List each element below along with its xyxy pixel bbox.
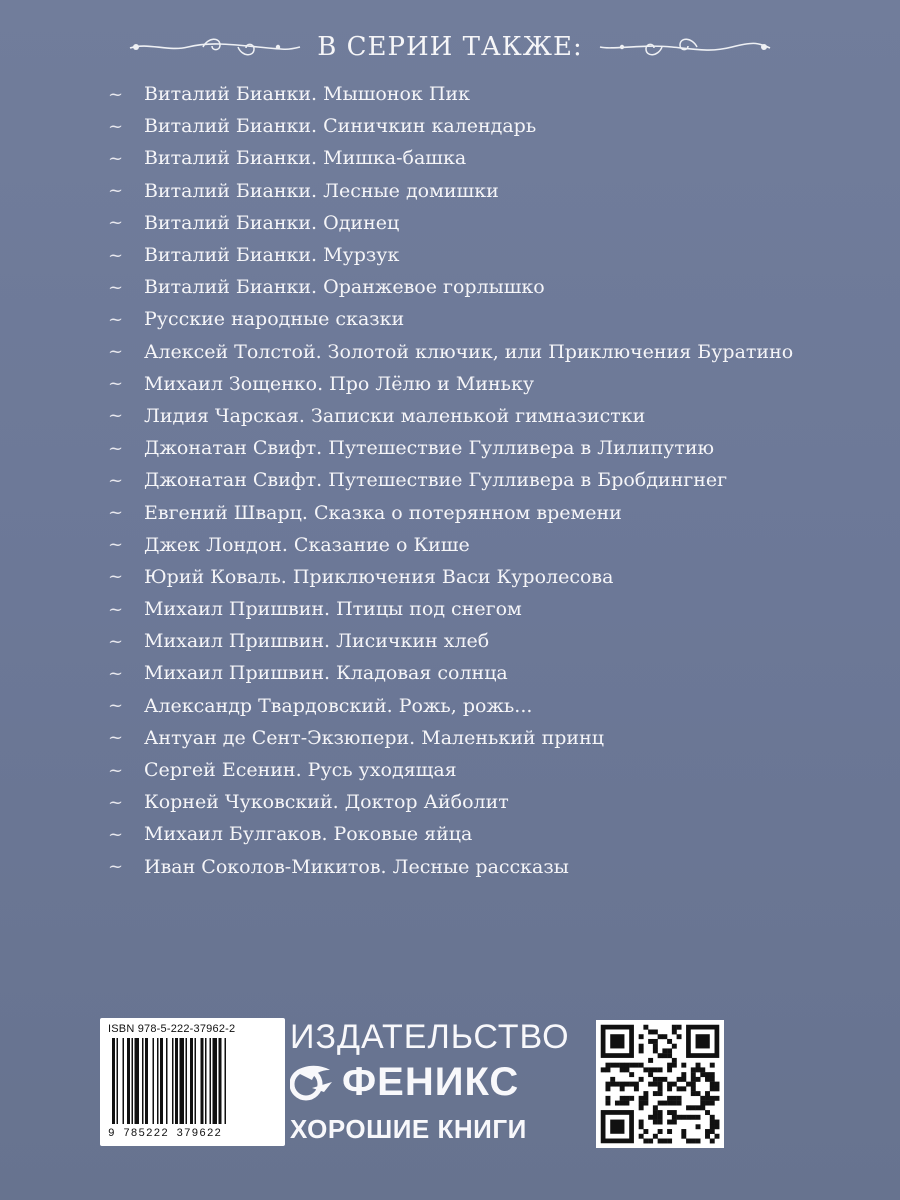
book-title: Виталий Бианки. Мишка-башка — [144, 147, 467, 170]
list-marker: ~ — [108, 856, 124, 878]
list-marker: ~ — [108, 437, 124, 459]
flourish-right-icon — [597, 32, 772, 62]
list-item — [108, 561, 868, 593]
list-item — [108, 271, 868, 303]
list-item — [108, 142, 868, 174]
series-title: В СЕРИИ ТАКЖЕ: — [317, 32, 583, 62]
flourish-left-icon — [128, 32, 303, 62]
list-marker: ~ — [108, 180, 124, 202]
book-title: Александр Твардовский. Рожь, рожь... — [144, 694, 533, 717]
book-title: Виталий Бианки. Лесные домишки — [144, 179, 499, 202]
book-title: Евгений Шварц. Сказка о потерянном времени — [144, 501, 622, 524]
list-marker: ~ — [108, 566, 124, 588]
book-title: Михаил Пришвин. Птицы под снегом — [144, 598, 522, 621]
book-title: Русские народные сказки — [144, 308, 405, 331]
barcode-digits: 9 785222 379622 — [108, 1128, 223, 1140]
publisher-name: ФЕНИКС — [342, 1060, 520, 1104]
book-title: Юрий Коваль. Приключения Васи Куролесова — [144, 565, 614, 588]
list-item — [108, 239, 868, 271]
book-title: Сергей Есенин. Русь уходящая — [144, 759, 457, 782]
list-marker: ~ — [108, 341, 124, 363]
list-item — [108, 175, 868, 207]
list-marker: ~ — [108, 502, 124, 524]
publisher-brand — [290, 1060, 519, 1105]
list-item — [108, 336, 868, 368]
list-marker: ~ — [108, 695, 124, 717]
book-title: Джонатан Свифт. Путешествие Гулливера в Лилипутию — [144, 437, 715, 460]
list-marker: ~ — [108, 373, 124, 395]
book-title: Иван Соколов-Микитов. Лесные рассказы — [144, 855, 569, 878]
list-item — [108, 110, 868, 142]
list-marker: ~ — [108, 469, 124, 491]
book-title: Виталий Бианки. Мышонок Пик — [144, 83, 470, 106]
list-item — [108, 593, 868, 625]
list-item — [108, 851, 868, 883]
list-item — [108, 464, 868, 496]
book-title: Михаил Булгаков. Роковые яйца — [144, 823, 473, 846]
list-marker: ~ — [108, 115, 124, 137]
list-item — [108, 368, 868, 400]
list-marker: ~ — [108, 147, 124, 169]
list-item — [108, 818, 868, 850]
qr-code-icon — [596, 1020, 724, 1148]
list-marker: ~ — [108, 308, 124, 330]
series-header — [0, 22, 900, 72]
list-marker: ~ — [108, 276, 124, 298]
book-title: Джек Лондон. Сказание о Кише — [144, 533, 470, 556]
list-marker: ~ — [108, 630, 124, 652]
barcode-icon — [110, 1038, 275, 1126]
publisher-block — [290, 1018, 590, 1146]
list-marker: ~ — [108, 244, 124, 266]
list-marker: ~ — [108, 759, 124, 781]
list-marker: ~ — [108, 727, 124, 749]
list-item — [108, 786, 868, 818]
list-item — [108, 78, 868, 110]
list-item — [108, 690, 868, 722]
book-title: Антуан де Сент-Экзюпери. Маленький принц — [144, 726, 604, 749]
barcode-panel — [100, 1018, 285, 1146]
list-marker: ~ — [108, 791, 124, 813]
book-title: Джонатан Свифт. Путешествие Гулливера в Бробдингнег — [144, 469, 728, 492]
book-title: Михаил Пришвин. Лисичкин хлеб — [144, 630, 490, 653]
book-title: Михаил Пришвин. Кладовая солнца — [144, 662, 508, 685]
phoenix-logo-icon — [290, 1062, 336, 1104]
list-marker: ~ — [108, 662, 124, 684]
book-title: Виталий Бианки. Синичкин календарь — [144, 115, 537, 138]
list-item — [108, 722, 868, 754]
list-marker: ~ — [108, 534, 124, 556]
list-item — [108, 496, 868, 528]
series-book-list — [108, 78, 868, 883]
list-marker: ~ — [108, 405, 124, 427]
publisher-label: ИЗДАТЕЛЬСТВО — [290, 1018, 570, 1056]
list-item — [108, 400, 868, 432]
book-title: Виталий Бианки. Мурзук — [144, 244, 400, 267]
book-title: Лидия Чарская. Записки маленькой гимназистки — [144, 404, 646, 427]
publisher-slogan: ХОРОШИЕ КНИГИ — [290, 1114, 527, 1144]
isbn-label: ISBN 978-5-222-37962-2 — [108, 1023, 236, 1035]
list-marker: ~ — [108, 598, 124, 620]
list-marker: ~ — [108, 823, 124, 845]
list-marker: ~ — [108, 83, 124, 105]
book-title: Михаил Зощенко. Про Лёлю и Миньку — [144, 372, 535, 395]
book-title: Корней Чуковский. Доктор Айболит — [144, 791, 509, 814]
book-title: Виталий Бианки. Одинец — [144, 211, 400, 234]
list-item — [108, 625, 868, 657]
list-item — [108, 657, 868, 689]
list-item — [108, 303, 868, 335]
list-item — [108, 529, 868, 561]
list-item — [108, 432, 868, 464]
list-marker: ~ — [108, 212, 124, 234]
book-title: Алексей Толстой. Золотой ключик, или Приключения Буратино — [144, 340, 794, 363]
list-item — [108, 754, 868, 786]
book-title: Виталий Бианки. Оранжевое горлышко — [144, 276, 545, 299]
list-item — [108, 207, 868, 239]
